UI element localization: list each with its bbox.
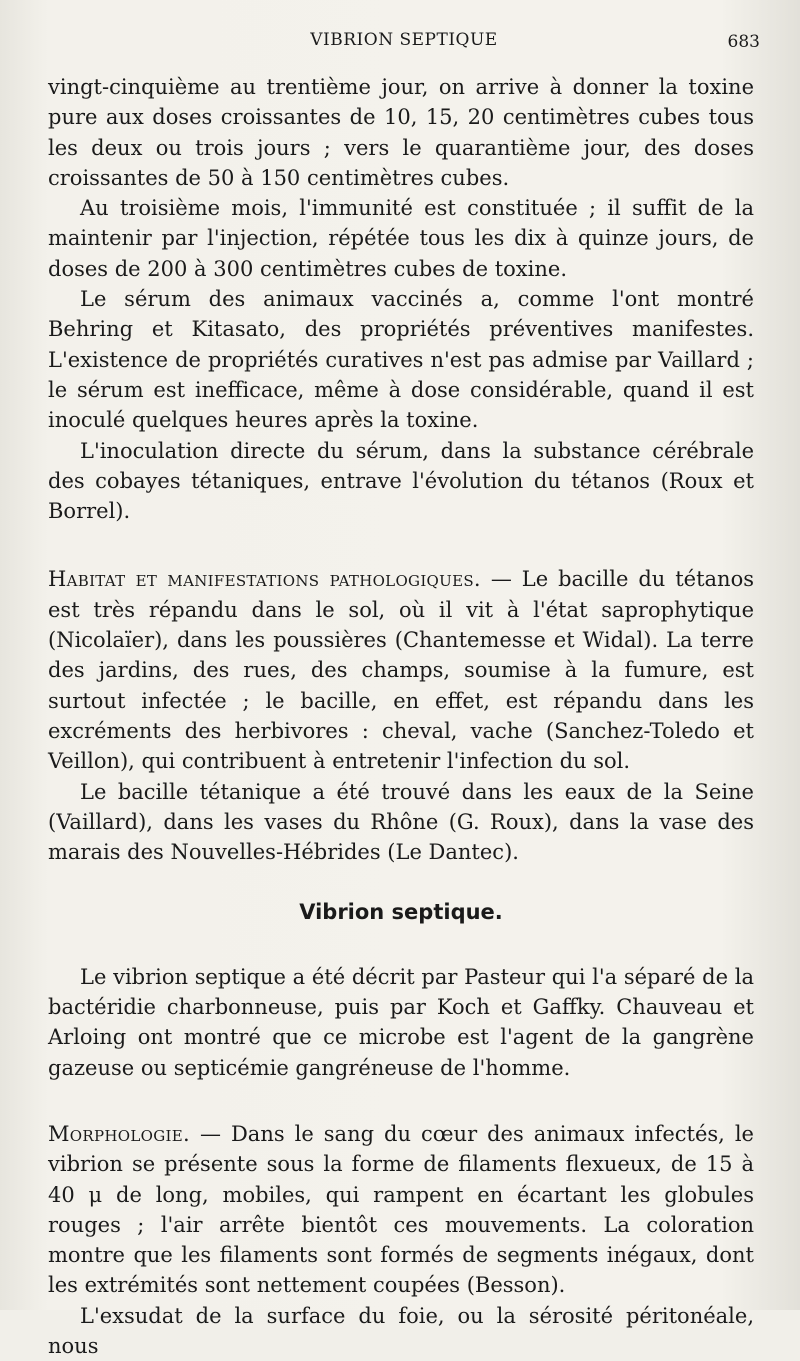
- paragraph-inoculation: L'inoculation directe du sérum, dans la substance cérébrale des cobayes tétaniques, entrave l'évolution du tétanos (Roux et Borrel).: [48, 438, 754, 524]
- morphologie-text: — Dans le sang du cœur des animaux infectés, le vibrion se présente sous la forme de filaments flexueux, de 15 à 40 μ de long, mobiles, qui rampent en écartant les globules rouges ; l'air arrête bientôt ces mouvements. La coloration montre que les filaments sont formés de segments inégaux, dont les extrémités sont nettement coupées (Besson).: [48, 1121, 754, 1298]
- running-title: VIBRION SEPTIQUE: [310, 30, 498, 50]
- habitat-text: — Le bacille du tétanos est très répandu dans le sol, où il vit à l'état saprophytique (Nicolaïer), dans les poussières (Chantemesse et Widal). La terre des jardins, des rues, des champs, soumise à la fumure, est surtout infectée ; le bacille, en effet, est répandu dans les excréments des herbivores : cheval, vache (Sanchez-Toledo et Veillon), qui contribuent à entretenir l'infection du sol.: [48, 567, 754, 774]
- paragraph-immunity: Au troisième mois, l'immunité est constituée ; il suffit de la maintenir par l'injection, répétée tous les dix à quinze jours, de doses de 200 à 300 centimètres cubes de toxine.: [48, 196, 754, 281]
- paragraph-habitat: [48, 564, 754, 776]
- paragraph-morphologie: [48, 1119, 754, 1301]
- paragraph-exsudat: L'exsudat de la surface du foie, ou la sérosité péritonéale, nous: [48, 1303, 754, 1358]
- page-number: 683: [727, 32, 760, 52]
- paragraph-continuation: vingt-cinquième au trentième jour, on arrive à donner la toxine pure aux doses croissantes de 10, 15, 20 centimètres cubes tous les deux ou trois jours ; vers le quarantième jour, des doses croissantes de 50 à 150 centimètres cubes.: [48, 75, 754, 190]
- paragraph-bacille-location: Le bacille tétanique a été trouvé dans les eaux de la Seine (Vaillard), dans les vases du Rhône (G. Roux), dans la vase des marais des Nouvelles-Hébrides (Le Dantec).: [48, 779, 754, 865]
- section-heading-habitat: Habitat et manifestations pathologiques.: [48, 567, 481, 592]
- page-body: [48, 72, 754, 1361]
- paragraph-vibrion-intro: Le vibrion septique a été décrit par Pasteur qui l'a séparé de la bactéridie charbonneuse, puis par Koch et Gaffky. Chauveau et Arloing ont montré que ce microbe est l'agent de la gangrène gazeuse ou septicémie gangréneuse de l'homme.: [48, 964, 754, 1080]
- section-title: Vibrion septique.: [299, 900, 503, 925]
- running-header: [48, 30, 760, 58]
- section-heading-morphologie: Morphologie.: [48, 1121, 190, 1146]
- paragraph-serum: Le sérum des animaux vaccinés a, comme l'ont montré Behring et Kitasato, des propriétés préventives manifestes. L'existence de propriétés curatives n'est pas admise par Vaillard ; le sérum est inefficace, même à dose considérable, quand il est inoculé quelques heures après la toxine.: [48, 287, 754, 433]
